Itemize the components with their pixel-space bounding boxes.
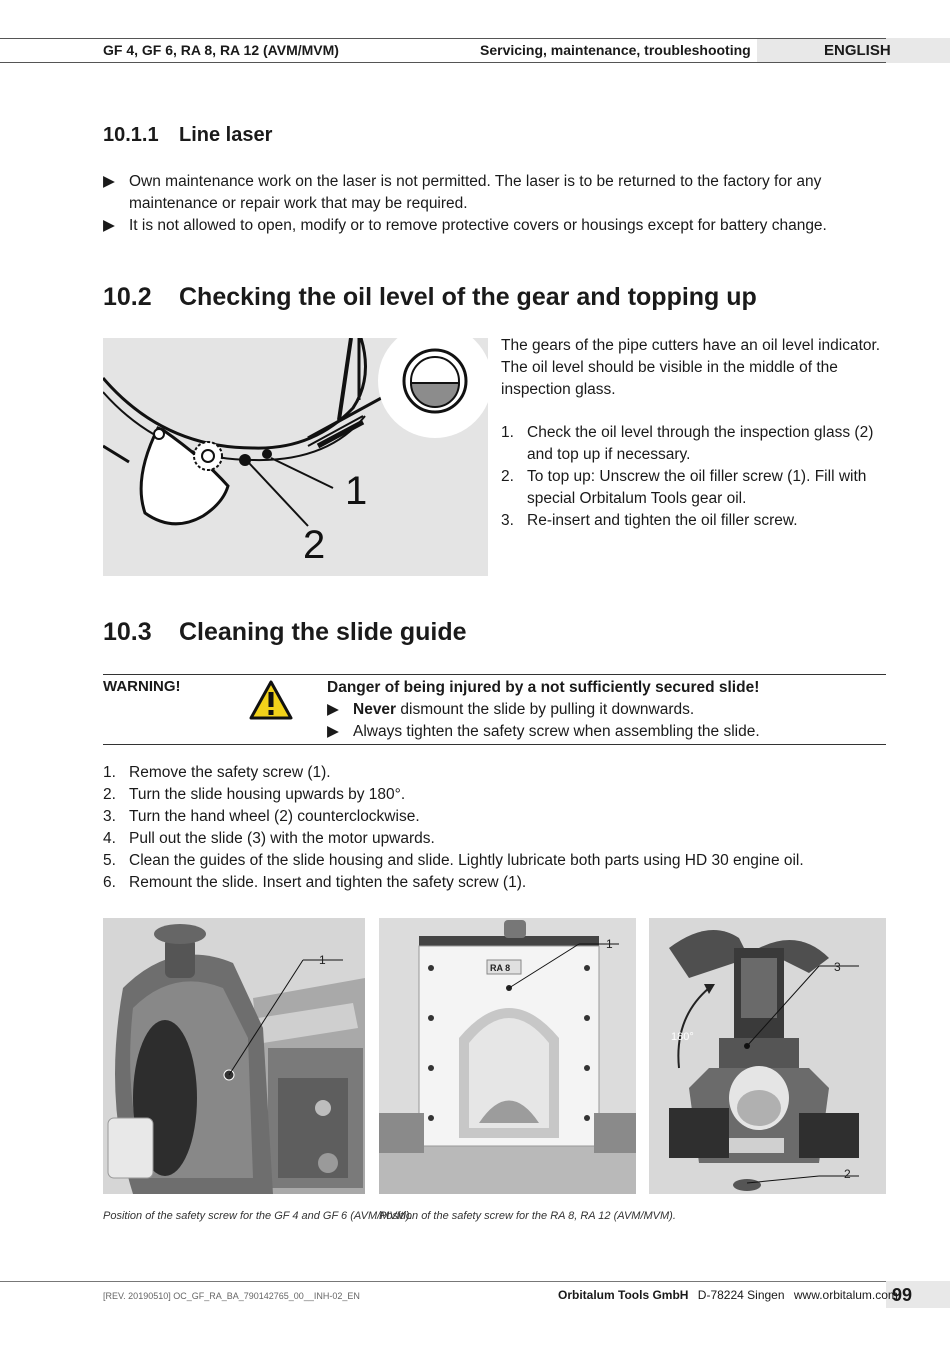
list-item: 2. Turn the slide housing upwards by 180°. <box>103 786 406 803</box>
header-rule-bottom <box>0 62 886 63</box>
list-item: 1. Remove the safety screw (1). <box>103 764 331 781</box>
list-item: 1. Check the oil level through the inspection glass (2) and top up if necessary. <box>501 424 874 463</box>
heading-title: Cleaning the slide guide <box>179 618 467 646</box>
photo-label-2: 2 <box>844 1167 851 1181</box>
caption-gf: Position of the safety screw for the GF 4 and GF 6 (AVM/MVM). <box>103 1210 413 1222</box>
heading-title: Line laser <box>179 124 273 146</box>
photo-label-1: 1 <box>319 953 326 967</box>
footer-revision: [REV. 20190510] OC_GF_RA_BA_790142765_00__INH-02_EN <box>103 1291 360 1301</box>
bullet-arrow-icon: ▶ <box>327 701 339 718</box>
heading-10-1-1 <box>103 124 272 147</box>
bullet-arrow-icon: ▶ <box>327 723 339 740</box>
bullet-arrow-icon: ▶ <box>103 217 115 234</box>
list-item: ▶ It is not allowed to open, modify or to remove protective covers or housings except for battery change. <box>103 215 886 237</box>
footer-address: D-78224 Singen <box>697 1288 785 1302</box>
oil-level-text <box>501 335 886 532</box>
heading-10-2 <box>103 283 757 312</box>
list-item: 5. Clean the guides of the slide housing and slide. Lightly lubricate both parts using HD 30 engine oil. <box>103 852 804 869</box>
warning-headline: Danger of being injured by a not sufficiently secured slide! <box>327 679 760 696</box>
gf-safety-screw-photo <box>103 918 365 1194</box>
list-item: ▶ Own maintenance work on the laser is not permitted. The laser is to be returned to the factory for any maintenance or repair work that may be required. <box>103 173 822 212</box>
machine-badge: RA 8 <box>490 963 511 973</box>
slide-guide-steps <box>103 762 886 894</box>
caption-ra: Position of the safety screw for the RA 8, RA 12 (AVM/MVM). <box>379 1210 676 1222</box>
heading-number: 10.2 <box>103 283 152 311</box>
laser-bullet-list <box>103 171 886 237</box>
heading-number: 10.3 <box>103 618 152 646</box>
photo-label-3: 3 <box>834 960 841 974</box>
warning-rule-top <box>103 674 886 675</box>
header-language: ENGLISH <box>824 42 891 59</box>
heading-number: 10.1.1 <box>103 124 159 146</box>
heading-title: Checking the oil level of the gear and topping up <box>179 283 757 311</box>
list-item: 6. Remount the slide. Insert and tighten the safety screw (1). <box>103 874 527 891</box>
warning-triangle-icon <box>249 680 293 720</box>
footer-imprint <box>558 1288 898 1302</box>
warning-rule-bottom <box>103 744 886 745</box>
footer-website[interactable]: www.orbitalum.com <box>793 1288 898 1302</box>
rotation-angle-label: 180° <box>671 1031 694 1043</box>
list-item: 2. To top up: Unscrew the oil filler screw (1). Fill with special Orbitalum Tools gear oil. <box>501 468 867 507</box>
bullet-arrow-icon: ▶ <box>103 173 115 190</box>
warning-label: WARNING! <box>103 678 181 695</box>
heading-10-3 <box>103 618 467 647</box>
photo-label-1: 1 <box>606 937 613 951</box>
list-item: 3. Turn the hand wheel (2) counterclockwise. <box>103 808 420 825</box>
slide-removal-photo <box>649 918 886 1194</box>
oil-intro: The gears of the pipe cutters have an oil level indicator. The oil level should be visible in the middle of the inspection glass. <box>501 337 881 398</box>
header-models: GF 4, GF 6, RA 8, RA 12 (AVM/MVM) <box>103 42 339 58</box>
footer-rule <box>0 1281 886 1282</box>
header-section: Servicing, maintenance, troubleshooting <box>480 42 751 58</box>
figure-label-1: 1 <box>345 469 368 513</box>
oil-level-figure <box>103 338 488 576</box>
page-number: 99 <box>892 1285 913 1305</box>
list-item: ▶ Never dismount the slide by pulling it downwards. <box>327 699 887 721</box>
footer-company: Orbitalum Tools GmbH <box>558 1288 689 1302</box>
ra-safety-screw-photo <box>379 918 636 1194</box>
list-item: 3. Re-insert and tighten the oil filler screw. <box>501 512 798 529</box>
list-item: ▶ Always tighten the safety screw when assembling the slide. <box>327 721 887 743</box>
header-rule-top <box>0 38 886 39</box>
list-item: 4. Pull out the slide (3) with the motor upwards. <box>103 830 435 847</box>
warning-content <box>327 677 887 743</box>
figure-label-2: 2 <box>303 523 326 567</box>
